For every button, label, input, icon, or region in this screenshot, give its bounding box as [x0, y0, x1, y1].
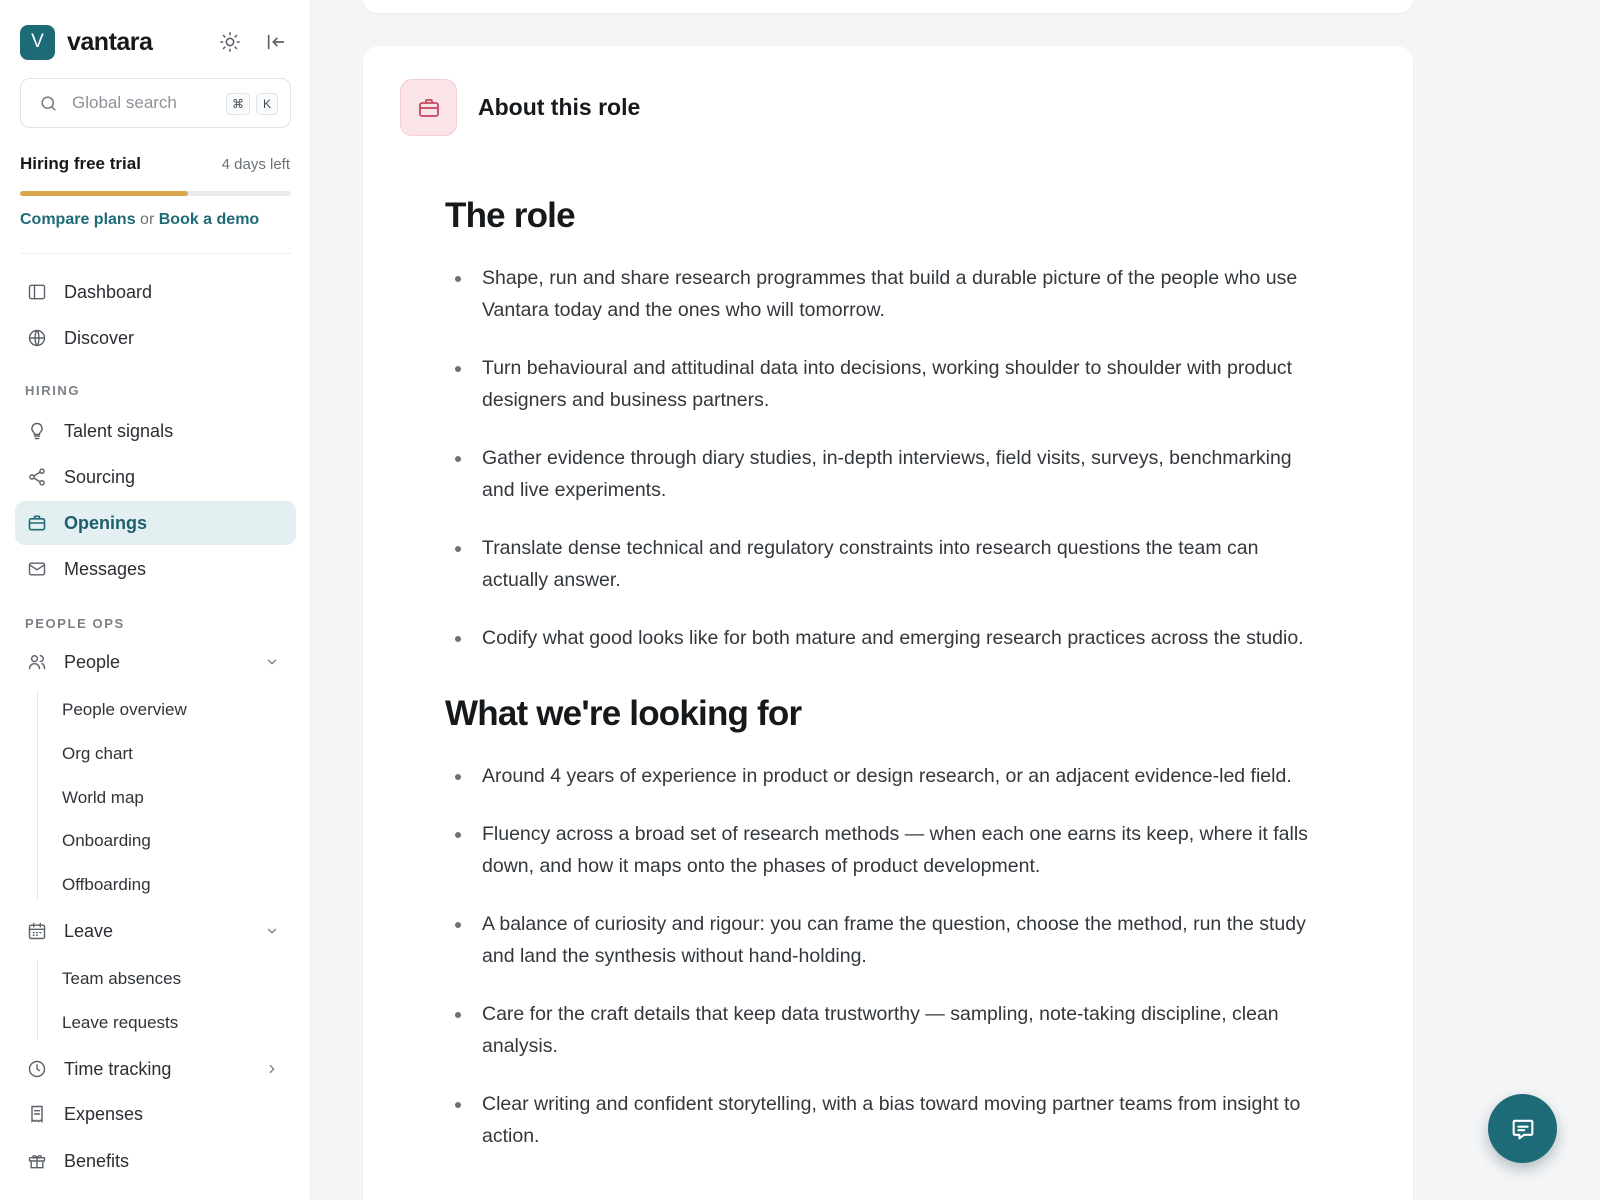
- mail-icon: [26, 558, 48, 580]
- trial-links: [20, 211, 259, 229]
- sidebar-item-talent-signals[interactable]: [15, 409, 296, 453]
- list-item: Shape, run and share research programmes that build a durable picture of the people who use Vantara today and the ones who will tomorrow.: [445, 262, 1325, 326]
- trial-title: Hiring free trial: [20, 154, 141, 173]
- list-item: Clear writing and confident storytelling, with a bias toward moving partner teams from insight to action.: [445, 1088, 1325, 1152]
- list-item: A balance of curiosity and rigour: you can frame the question, choose the method, run the study and land the synthesis without hand-holding.: [445, 908, 1325, 972]
- shortcut-k-key: K: [256, 93, 278, 115]
- list-item: Gather evidence through diary studies, in-depth interviews, field visits, surveys, benchmarking and live experiments.: [445, 442, 1325, 506]
- section-hiring: HIRING: [25, 383, 81, 398]
- chevron-down-icon[interactable]: [262, 921, 282, 941]
- role-description: [445, 196, 1325, 1178]
- sidebar-item-label: Talent signals: [64, 420, 174, 441]
- list-item: Around 4 years of experience in product or design research, or an adjacent evidence-led field.: [445, 760, 1325, 792]
- lightbulb-icon: [26, 420, 48, 442]
- brand: [20, 24, 292, 60]
- chat-button[interactable]: [1488, 1094, 1557, 1163]
- previous-card: [363, 0, 1413, 13]
- briefcase-icon: [26, 512, 48, 534]
- list-item: Translate dense technical and regulatory constraints into research questions the team can actually answer.: [445, 532, 1325, 596]
- sidebar-item-openings[interactable]: [15, 501, 296, 545]
- sidebar-item-expenses[interactable]: [15, 1092, 296, 1136]
- sidebar-item-label: Time tracking: [64, 1058, 172, 1079]
- sidebar-item-messages[interactable]: [15, 547, 296, 591]
- sidebar-subitem-world-map[interactable]: World map: [62, 788, 144, 807]
- trial-progress-bar: [20, 191, 291, 196]
- shortcut-mod-key: ⌘: [226, 93, 250, 115]
- sidebar-item-label: Leave: [64, 920, 114, 941]
- sidebar-item-time-tracking[interactable]: [15, 1047, 296, 1091]
- looking-for-heading: What we're looking for: [445, 694, 802, 733]
- book-demo-link[interactable]: Book a demo: [158, 211, 260, 228]
- about-role-card: [363, 46, 1413, 1200]
- people-sub-rail: [37, 690, 38, 900]
- role-heading: The role: [445, 196, 575, 235]
- brand-name: vantara: [67, 27, 153, 56]
- or-text: or: [140, 211, 155, 228]
- trial-days-left: 4 days left: [221, 156, 290, 173]
- sidebar-subitem-leave-requests[interactable]: Leave requests: [62, 1013, 179, 1032]
- clock-icon: [26, 1058, 48, 1080]
- sidebar-item-label: Benefits: [64, 1150, 130, 1171]
- calendar-icon: [26, 920, 48, 942]
- sidebar-subitem-team-absences[interactable]: Team absences: [62, 969, 182, 988]
- dashboard-icon: [26, 281, 48, 303]
- section-people-ops: PEOPLE OPS: [25, 616, 125, 631]
- share-nodes-icon: [26, 466, 48, 488]
- list-item: Turn behavioural and attitudinal data into decisions, working shoulder to shoulder with product designers and business partners.: [445, 352, 1325, 416]
- list-item: Care for the craft details that keep data trustworthy — sampling, note-taking discipline, clean analysis.: [445, 998, 1325, 1062]
- sidebar-item-people[interactable]: [15, 640, 296, 684]
- chevron-right-icon[interactable]: [262, 1059, 282, 1079]
- globe-icon: [26, 327, 48, 349]
- brand-logo[interactable]: V: [20, 25, 55, 60]
- sidebar-item-label: Messages: [64, 558, 147, 579]
- sidebar-item-label: Openings: [64, 512, 148, 533]
- card-title: About this role: [478, 94, 641, 120]
- global-search[interactable]: [20, 78, 291, 128]
- collapse-sidebar-icon[interactable]: [264, 30, 288, 54]
- compare-plans-link[interactable]: Compare plans: [20, 211, 136, 228]
- search-icon: [39, 94, 58, 113]
- list-item: Fluency across a broad set of research methods — when each one earns its keep, where it falls down, and how it maps onto the phases of product development.: [445, 818, 1325, 882]
- sidebar-item-leave[interactable]: [15, 909, 296, 953]
- sidebar-subitem-onboarding[interactable]: Onboarding: [62, 831, 151, 850]
- receipt-icon: [26, 1103, 48, 1125]
- chat-icon: [1509, 1115, 1537, 1143]
- briefcase-icon: [400, 79, 457, 136]
- chevron-down-icon[interactable]: [262, 652, 282, 672]
- sidebar: [0, 0, 311, 1200]
- search-placeholder: Global search: [72, 93, 177, 112]
- sidebar-subitem-people-overview[interactable]: People overview: [62, 700, 187, 719]
- sidebar-subitem-org-chart[interactable]: Org chart: [62, 744, 133, 763]
- looking-for-list: [445, 760, 1325, 1152]
- sun-icon[interactable]: [218, 30, 242, 54]
- trial-progress-fill: [20, 191, 188, 196]
- sidebar-item-benefits[interactable]: [15, 1139, 296, 1183]
- sidebar-item-sourcing[interactable]: [15, 455, 296, 499]
- leave-sub-rail: [37, 960, 38, 1040]
- sidebar-divider: [20, 253, 291, 254]
- sidebar-item-label: Sourcing: [64, 466, 136, 487]
- list-item: Codify what good looks like for both mature and emerging research practices across the studio.: [445, 622, 1325, 654]
- role-list: [445, 262, 1325, 654]
- sidebar-item-label: People: [64, 651, 121, 672]
- sidebar-item-dashboard[interactable]: [15, 270, 296, 314]
- sidebar-item-discover[interactable]: [15, 316, 296, 360]
- card-header: [400, 79, 640, 136]
- sidebar-item-label: Dashboard: [64, 281, 153, 302]
- users-icon: [26, 651, 48, 673]
- sidebar-subitem-offboarding[interactable]: Offboarding: [62, 875, 151, 894]
- gift-icon: [26, 1150, 48, 1172]
- sidebar-item-label: Discover: [64, 327, 135, 348]
- sidebar-item-label: Expenses: [64, 1103, 144, 1124]
